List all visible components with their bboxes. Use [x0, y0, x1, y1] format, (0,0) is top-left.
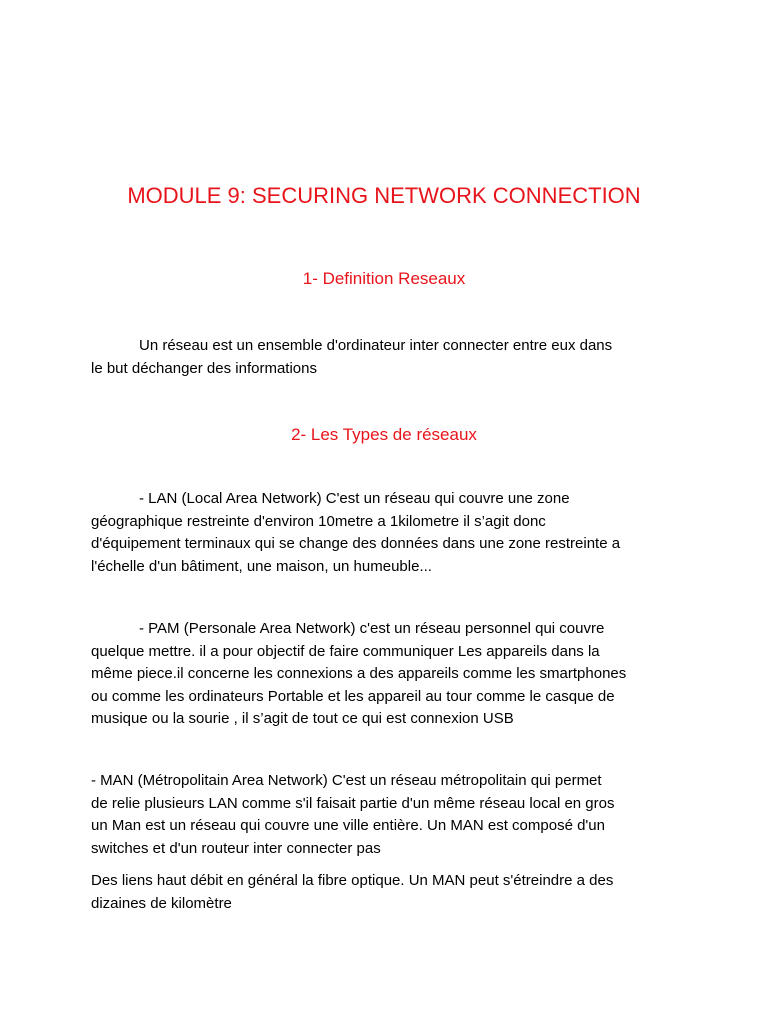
- section-heading-types: 2- Les Types de réseaux: [291, 425, 477, 444]
- paragraph-line: même piece.il concerne les connexions a des appareils comme les smartphones: [91, 665, 627, 683]
- paragraph-line: - PAM (Personale Area Network) c'est un réseau personnel qui couvre: [139, 620, 605, 637]
- paragraph-line: quelque mettre. il a pour objectif de faire communiquer Les appareils dans la: [91, 642, 600, 660]
- paragraph-line: - MAN (Métropolitain Area Network) C'est un réseau métropolitain qui permet: [91, 772, 602, 789]
- man-continued-paragraph: [91, 870, 711, 915]
- paragraph-line: le but déchanger des informations: [91, 359, 317, 377]
- paragraph-line: switches et d'un routeur inter connecter pas: [91, 839, 381, 857]
- paragraph-line: géographique restreinte d'environ 10metre a 1kilometre il s’agit donc: [91, 512, 546, 530]
- document-title: MODULE 9: SECURING NETWORK CONNECTION: [127, 183, 641, 208]
- paragraph-line: Un réseau est un ensemble d'ordinateur inter connecter entre eux dans: [139, 337, 613, 354]
- man-paragraph: [91, 770, 711, 860]
- lan-paragraph: [91, 488, 711, 578]
- paragraph-line: dizaines de kilomètre: [91, 894, 232, 912]
- paragraph-line: de relie plusieurs LAN comme s'il faisait partie d'un même réseau local en gros: [91, 794, 615, 812]
- paragraph-line: l'échelle d'un bâtiment, une maison, un humeuble...: [91, 557, 432, 575]
- paragraph-line: musique ou la sourie , il s’agit de tout ce qui est connexion USB: [91, 710, 514, 728]
- definition-paragraph: [91, 335, 711, 380]
- paragraph-line: ou comme les ordinateurs Portable et les appareil au tour comme le casque de: [91, 687, 615, 705]
- paragraph-line: d'équipement terminaux qui se change des données dans une zone restreinte a: [91, 535, 621, 553]
- pam-paragraph: [91, 618, 711, 731]
- paragraph-line: - LAN (Local Area Network) C'est un réseau qui couvre une zone: [139, 490, 570, 507]
- paragraph-line: un Man est un réseau qui couvre une ville entière. Un MAN est composé d'un: [91, 817, 605, 835]
- section-heading-definition: 1- Definition Reseaux: [302, 269, 466, 288]
- paragraph-line: Des liens haut débit en général la fibre optique. Un MAN peut s'étreindre a des: [91, 872, 614, 889]
